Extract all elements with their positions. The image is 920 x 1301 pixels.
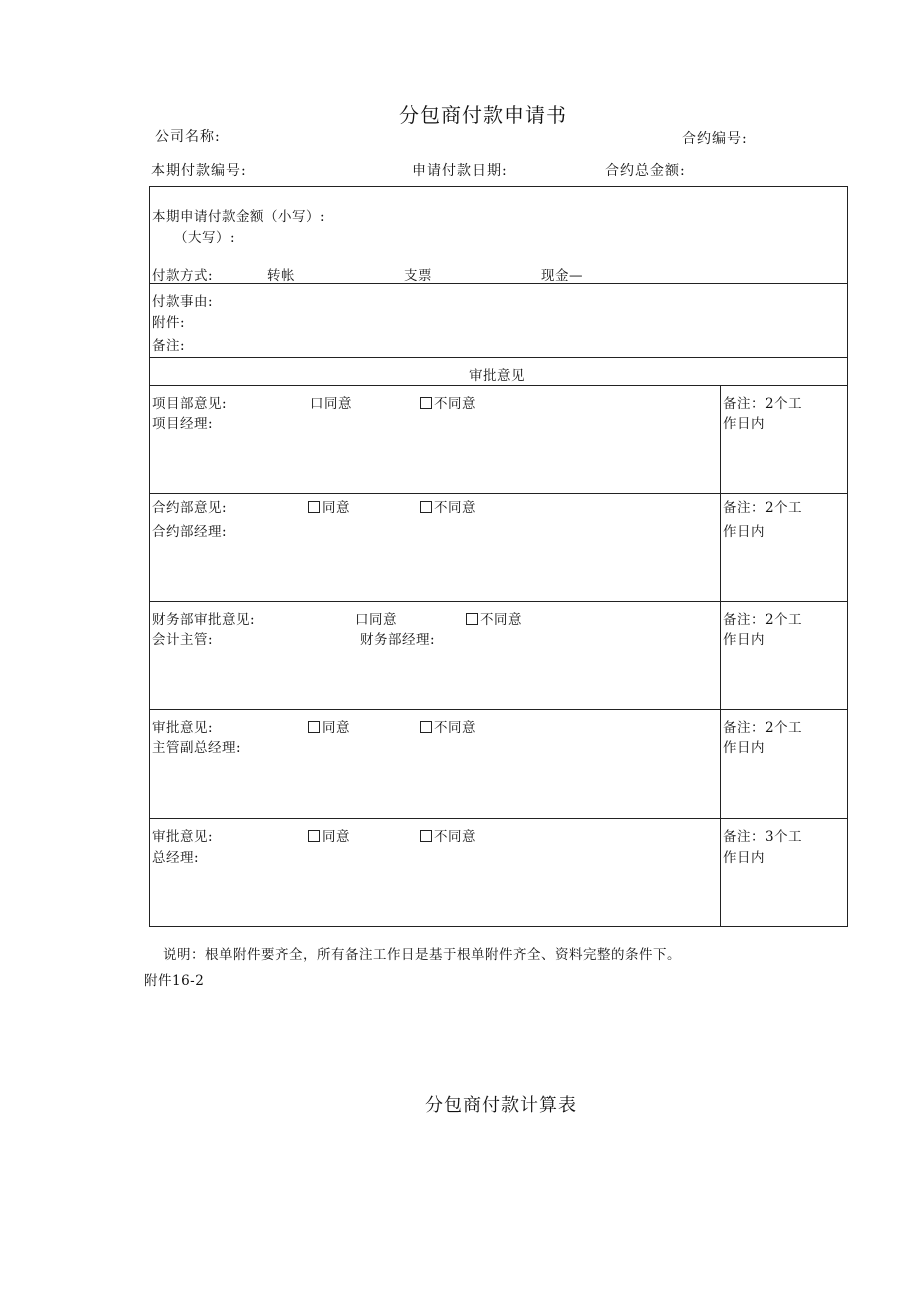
divider <box>150 709 847 710</box>
contract-dept-agree-option[interactable]: 同意 <box>308 496 350 516</box>
gm-disagree-option[interactable]: 不同意 <box>420 825 476 845</box>
checkbox-icon[interactable] <box>466 613 478 625</box>
deputy-gm-label: 主管副总经理: <box>152 740 242 756</box>
finance-dept-opinion-label: 财务部审批意见: <box>152 612 256 628</box>
divider <box>150 283 847 284</box>
amount-upper-label: （大写）: <box>174 230 236 246</box>
project-dept-disagree-option[interactable]: 不同意 <box>420 392 476 412</box>
gm-note-line2: 作日内 <box>723 850 765 866</box>
checkbox-icon[interactable] <box>308 830 320 842</box>
finance-dept-disagree-option[interactable]: 不同意 <box>466 608 522 628</box>
form-title: 分包商付款申请书 <box>399 103 567 127</box>
divider <box>150 357 847 358</box>
notes-column-divider <box>720 385 721 927</box>
finance-dept-note-line1: 备注：2个工 <box>723 612 803 628</box>
gm-note-line1: 备注：3个工 <box>723 829 803 845</box>
deputy-gm-agree-option[interactable]: 同意 <box>308 716 350 736</box>
contract-total-label: 合约总金额: <box>605 163 686 179</box>
gm-label: 总经理: <box>152 850 200 866</box>
gm-agree-option[interactable]: 同意 <box>308 825 350 845</box>
finance-dept-agree-option[interactable]: 口同意 <box>355 612 397 628</box>
amount-lower-label: 本期申请付款金额（小写）: <box>152 209 326 225</box>
payment-option-cash[interactable]: 现金— <box>541 268 583 284</box>
project-dept-opinion-label: 项目部意见: <box>152 396 228 412</box>
period-no-label: 本期付款编号: <box>151 163 247 179</box>
contract-dept-opinion-label: 合约部意见: <box>152 500 228 516</box>
project-dept-note-line1: 备注：2个工 <box>723 396 803 412</box>
payment-method-label: 付款方式: <box>152 268 214 284</box>
deputy-gm-note-line2: 作日内 <box>723 740 765 756</box>
payment-option-check[interactable]: 支票 <box>404 268 432 284</box>
next-form-title: 分包商付款计算表 <box>425 1095 577 1116</box>
finance-manager-label: 财务部经理: <box>360 632 436 648</box>
contract-no-label: 合约编号: <box>682 131 748 147</box>
deputy-gm-opinion-label: 审批意见: <box>152 720 214 736</box>
finance-dept-note-line2: 作日内 <box>723 632 765 648</box>
project-manager-label: 项目经理: <box>152 416 214 432</box>
contract-dept-disagree-option[interactable]: 不同意 <box>420 496 476 516</box>
apply-date-label: 申请付款日期: <box>412 163 508 179</box>
divider <box>150 818 847 819</box>
divider <box>150 601 847 602</box>
deputy-gm-disagree-option[interactable]: 不同意 <box>420 716 476 736</box>
checkbox-icon[interactable] <box>420 721 432 733</box>
contract-manager-label: 合约部经理: <box>152 524 228 540</box>
attachment-label: 附件: <box>152 315 186 331</box>
checkbox-icon[interactable] <box>420 397 432 409</box>
approval-header: 审批意见 <box>469 368 525 384</box>
project-dept-note-line2: 作日内 <box>723 416 765 432</box>
checkbox-icon[interactable] <box>308 501 320 513</box>
reason-label: 付款事由: <box>152 294 214 310</box>
company-name-label: 公司名称: <box>155 129 221 145</box>
footnote: 说明：根单附件要齐全，所有备注工作日是基于根单附件齐全、资料完整的条件下。 <box>163 947 681 963</box>
contract-dept-note-line1: 备注：2个工 <box>723 500 803 516</box>
accounting-supervisor-label: 会计主管: <box>152 632 214 648</box>
checkbox-icon[interactable] <box>420 830 432 842</box>
gm-opinion-label: 审批意见: <box>152 829 214 845</box>
payment-option-transfer[interactable]: 转帐 <box>267 268 295 284</box>
checkbox-icon[interactable] <box>308 721 320 733</box>
checkbox-icon[interactable] <box>420 501 432 513</box>
divider <box>150 385 847 386</box>
attachment-reference: 附件16-2 <box>144 973 205 989</box>
contract-dept-note-line2: 作日内 <box>723 524 765 540</box>
divider <box>150 493 847 494</box>
deputy-gm-note-line1: 备注：2个工 <box>723 720 803 736</box>
remark-label: 备注: <box>152 338 186 354</box>
project-dept-agree-option[interactable]: 口同意 <box>310 396 352 412</box>
payment-form-table <box>149 186 848 927</box>
